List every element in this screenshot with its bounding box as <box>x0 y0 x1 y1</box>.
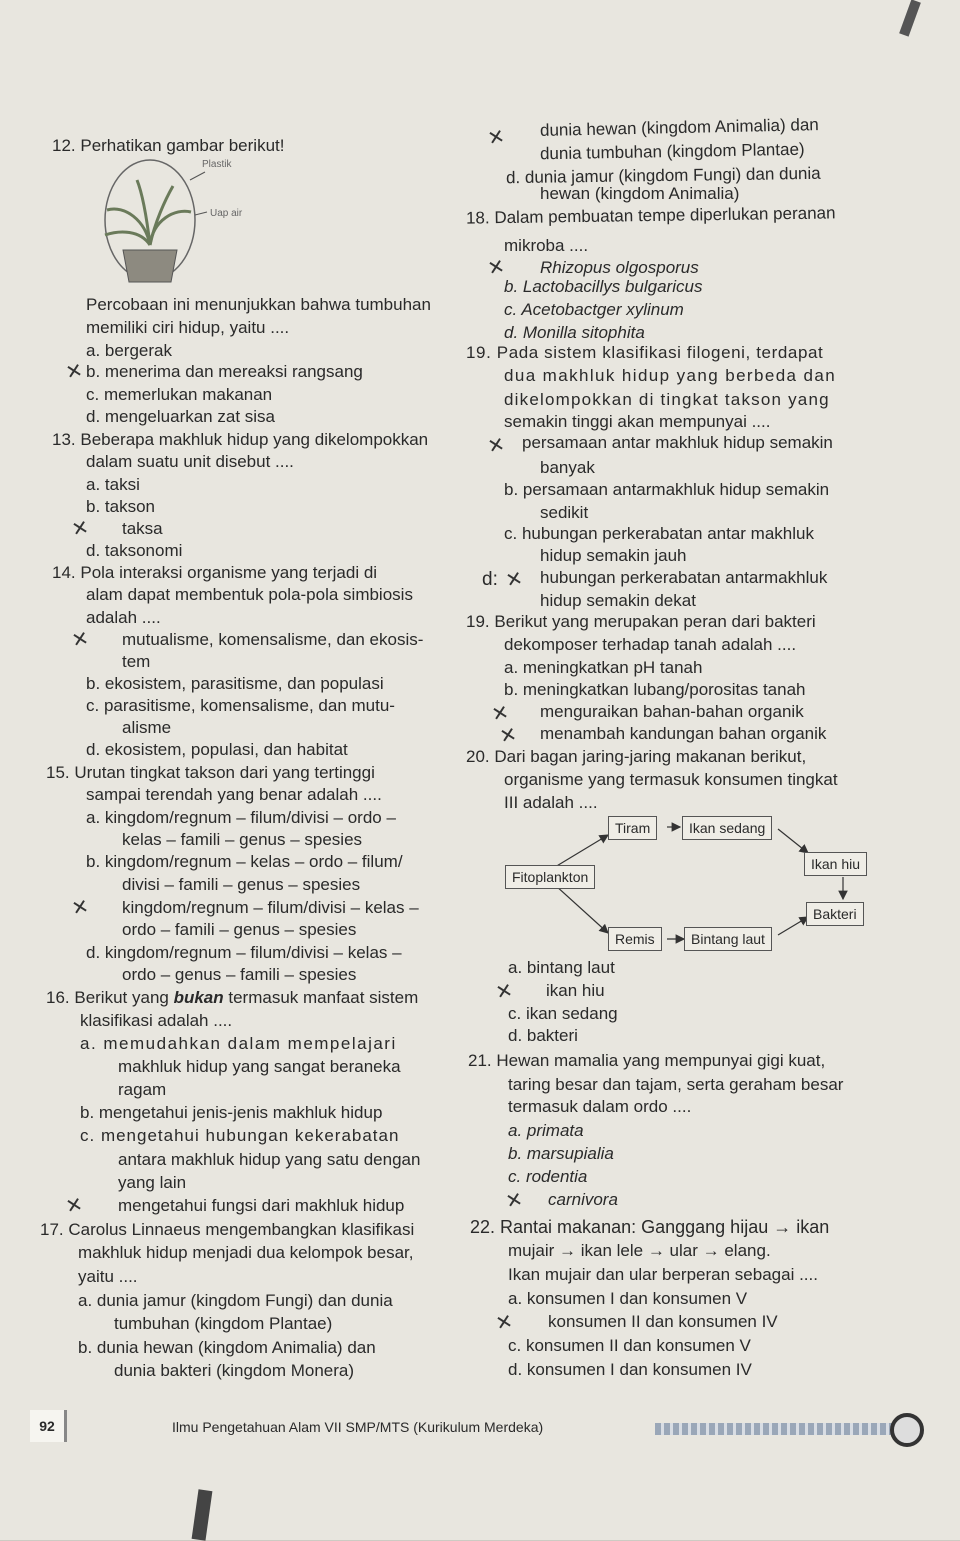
q12-caption: Percobaan ini menunjukkan bahwa tumbuhan <box>86 295 431 314</box>
q16-stem-part: 16. Berikut yang <box>46 988 174 1007</box>
cross-mark-icon: ✕ <box>63 1193 85 1219</box>
q16-stem: klasifikasi adalah .... <box>80 1011 233 1030</box>
food-web-node-ikan-sedang: Ikan sedang <box>682 816 772 840</box>
arrow-ikan-sedang-ikan-hiu <box>778 829 808 853</box>
q15-option-c: kingdom/regnum – filum/divisi – kelas – <box>122 898 419 917</box>
footer-decoration-ring <box>890 1413 924 1447</box>
cross-mark-icon: ✕ <box>493 1310 515 1336</box>
q21-stem: taring besar dan tajam, serta geraham besar <box>508 1075 844 1094</box>
q14-stem: adalah .... <box>86 608 161 627</box>
q22-stem: Ikan mujair dan ular berperan sebagai .... <box>508 1265 818 1284</box>
q15-stem: sampai terendah yang benar adalah .... <box>86 785 382 804</box>
q19b-stem: 19. Berikut yang merupakan peran dari bakteri <box>466 612 816 631</box>
q19-stem: dua makhluk hidup yang berbeda dan <box>504 366 837 385</box>
q22-option-a: a. konsumen I dan konsumen V <box>508 1289 748 1308</box>
q18-stem: 18. Dalam pembuatan tempe diperlukan peranan <box>465 203 836 228</box>
q19-option-c: c. hubungan perkerabatan antar makhluk <box>504 524 814 543</box>
q16-option-c: antara makhluk hidup yang satu dengan <box>118 1150 421 1169</box>
cross-mark-icon: ✕ <box>503 567 525 593</box>
q15-option-b: divisi – famili – genus – spesies <box>122 875 361 894</box>
q13-option-d: d. taksonomi <box>86 541 183 560</box>
q19b-option-c: menguraikan bahan-bahan organik <box>540 702 804 721</box>
q13-option-a: a. taksi <box>86 475 140 494</box>
q17-option-a: a. dunia jamur (kingdom Fungi) dan dunia <box>78 1291 393 1310</box>
q19-stem: 19. Pada sistem klasifikasi filogeni, terdapat <box>466 343 824 362</box>
q19-option-a: persamaan antar makhluk hidup semakin <box>522 433 833 452</box>
q14-option-b: b. ekosistem, parasitisme, dan populasi <box>86 674 384 693</box>
q12-caption: memiliki ciri hidup, yaitu .... <box>86 318 290 337</box>
q21-option-d: carnivora <box>548 1190 618 1209</box>
q14-option-a: tem <box>122 652 151 671</box>
pen-stroke-decoration <box>899 0 921 37</box>
q19-stem: semakin tinggi akan mempunyai .... <box>504 412 771 431</box>
q15-option-a: a. kingdom/regnum – filum/divisi – ordo – <box>86 808 396 827</box>
q16-option-a: makhluk hidup yang sangat beraneka <box>118 1057 401 1076</box>
arrow-bintang-laut-bakteri <box>778 917 808 935</box>
q17-option-c: dunia tumbuhan (kingdom Plantae) <box>539 139 805 164</box>
leaf <box>105 232 150 245</box>
q20-option-b: ikan hiu <box>546 981 605 1000</box>
food-web-node-ikan-hiu: Ikan hiu <box>804 852 867 876</box>
q18-option-b: b. Lactobacillys bulgaricus <box>504 277 703 296</box>
plastic-label: Plastik <box>202 159 232 170</box>
q12-option-a: a. bergerak <box>86 341 172 360</box>
q13-stem: dalam suatu unit disebut .... <box>86 452 294 471</box>
q20-stem: organisme yang termasuk konsumen tingkat <box>504 770 838 789</box>
footer-book-title: Ilmu Pengetahuan Alam VII SMP/MTS (Kurikulum Merdeka) <box>172 1419 544 1435</box>
q20-option-d: d. bakteri <box>508 1026 578 1045</box>
q16-stem <box>46 988 418 1008</box>
q19-option-b: b. persamaan antarmakhluk hidup semakin <box>504 480 830 499</box>
q18-option-c: c. Acetobactger xylinum <box>504 300 684 319</box>
q21-option-a: a. primata <box>508 1121 584 1140</box>
q15-stem: 15. Urutan tingkat takson dari yang tertinggi <box>46 763 375 782</box>
q16-stem-part: termasuk manfaat sistem <box>223 988 419 1007</box>
q17-stem: 17. Carolus Linnaeus mengembangkan klasifikasi <box>40 1220 415 1239</box>
q16-option-a: ragam <box>118 1080 167 1099</box>
q12-option-d: d. mengeluarkan zat sisa <box>86 407 275 426</box>
q13-option-b: b. takson <box>86 497 155 516</box>
q16-stem-emphasis: bukan <box>173 988 224 1007</box>
q17-stem: yaitu .... <box>78 1267 138 1286</box>
q19-option-b: sedikit <box>540 503 589 522</box>
q17-option-c: dunia hewan (kingdom Animalia) dan <box>539 115 819 140</box>
q17-option-d: d. dunia jamur (kingdom Fungi) dan dunia <box>505 163 821 188</box>
q16-option-c: yang lain <box>118 1173 187 1192</box>
q20-stem: 20. Dari bagan jaring-jaring makanan berikut, <box>466 747 807 766</box>
q12-option-b: b. menerima dan mereaksi rangsang <box>86 362 363 381</box>
q16-option-b: b. mengetahui jenis-jenis makhluk hidup <box>80 1103 383 1122</box>
q22-stem: mujair → ikan lele → ular → elang. <box>508 1241 771 1260</box>
q14-stem: 14. Pola interaksi organisme yang terjadi di <box>52 563 378 582</box>
food-web-node-bakteri: Bakteri <box>806 902 864 926</box>
q19b-stem: dekomposer terhadap tanah adalah .... <box>504 635 797 654</box>
page-number: 92 <box>30 1410 67 1442</box>
q17-option-b: dunia bakteri (kingdom Monera) <box>114 1361 355 1380</box>
q14-option-c: c. parasitisme, komensalisme, dan mutu- <box>86 696 395 715</box>
q15-option-c: ordo – famili – genus – spesies <box>122 920 357 939</box>
q17-option-a: tumbuhan (kingdom Plantae) <box>114 1314 333 1333</box>
food-web-node-fitoplankton: Fitoplankton <box>505 865 595 889</box>
q19b-option-d: menambah kandungan bahan organik <box>540 724 827 743</box>
cross-mark-icon: ✕ <box>485 433 507 459</box>
q20-option-a: a. bintang laut <box>508 958 615 977</box>
vapor-label: Uap air <box>210 208 243 219</box>
q15-option-a: kelas – famili – genus – spesies <box>122 830 363 849</box>
d-prefix-mark: d: <box>482 569 498 590</box>
q19-stem: dikelompokkan di tingkat takson yang <box>504 390 830 409</box>
q14-option-a: mutualisme, komensalisme, dan ekosis- <box>122 630 424 649</box>
q16-option-c: c. mengetahui hubungan kekerabatan <box>80 1126 400 1145</box>
q15-option-b: b. kingdom/regnum – kelas – ordo – filum/ <box>86 852 403 871</box>
food-web-node-remis: Remis <box>608 927 662 951</box>
q21-option-b: b. marsupialia <box>508 1144 614 1163</box>
q18-option-d: d. Monilla sitophita <box>504 323 645 342</box>
cross-mark-icon: ✕ <box>69 627 91 653</box>
q20-option-c: c. ikan sedang <box>508 1004 618 1023</box>
q21-option-c: c. rodentia <box>508 1167 588 1186</box>
q19-option-c: hidup semakin jauh <box>540 546 687 565</box>
cross-mark-icon: ✕ <box>493 979 515 1005</box>
q18-stem: mikroba .... <box>504 236 589 255</box>
q17-stem: makhluk hidup menjadi dua kelompok besar, <box>78 1243 414 1262</box>
q17-option-b: b. dunia hewan (kingdom Animalia) dan <box>78 1338 376 1357</box>
cross-mark-icon: ✕ <box>497 723 519 749</box>
q21-stem: termasuk dalam ordo .... <box>508 1097 692 1116</box>
q14-stem: alam dapat membentuk pola-pola simbiosis <box>86 585 413 604</box>
q15-option-d: ordo – genus – famili – spesies <box>122 965 357 984</box>
q19b-option-b: b. meningkatkan lubang/porositas tanah <box>504 680 806 699</box>
q18-option-a: Rhizopus olgosporus <box>540 258 699 277</box>
food-web-node-bintang-laut: Bintang laut <box>684 927 772 951</box>
q13-option-c: taksa <box>122 519 163 538</box>
leaf <box>150 211 191 245</box>
cross-mark-icon: ✕ <box>69 895 91 921</box>
pot <box>123 250 177 282</box>
q17-option-d: hewan (kingdom Animalia) <box>540 184 740 203</box>
cross-mark-icon: ✕ <box>63 359 85 385</box>
q19b-option-a: a. meningkatkan pH tanah <box>504 658 703 677</box>
arrow-fitoplankton-tiram <box>555 835 608 867</box>
cross-mark-icon: ✕ <box>503 1188 525 1214</box>
q16-option-d: mengetahui fungsi dari makhluk hidup <box>118 1196 405 1215</box>
q19-option-d: hidup semakin dekat <box>540 591 696 610</box>
q12-stem: 12. Perhatikan gambar berikut! <box>52 136 285 155</box>
q19-option-a: banyak <box>540 458 595 477</box>
footer-decoration-bar <box>655 1423 895 1435</box>
q19-option-d: hubungan perkerabatan antarmakhluk <box>540 568 828 587</box>
cross-mark-icon: ✕ <box>489 701 511 727</box>
q15-option-d: d. kingdom/regnum – filum/divisi – kelas – <box>86 943 402 962</box>
q20-stem: III adalah .... <box>504 793 598 812</box>
cross-mark-icon: ✕ <box>69 516 91 542</box>
pen-stroke-decoration <box>192 1489 213 1540</box>
q12-option-c: c. memerlukan makanan <box>86 385 273 404</box>
q21-stem: 21. Hewan mamalia yang mempunyai gigi kuat, <box>468 1051 826 1070</box>
q13-stem: 13. Beberapa makhluk hidup yang dikelompokkan <box>52 430 429 449</box>
q22-stem: 22. Rantai makanan: Ganggang hijau → ikan <box>470 1217 830 1237</box>
cross-mark-icon: ✕ <box>485 255 507 281</box>
arrow-fitoplankton-remis <box>555 885 608 933</box>
food-web-node-tiram: Tiram <box>608 816 657 840</box>
q14-option-c: alisme <box>122 718 172 737</box>
q22-option-d: d. konsumen I dan konsumen IV <box>508 1360 752 1379</box>
q22-option-c: c. konsumen II dan konsumen V <box>508 1336 751 1355</box>
q16-option-a: a. memudahkan dalam mempelajari <box>80 1034 397 1053</box>
cross-mark-icon: ✕ <box>485 125 507 151</box>
q14-option-d: d. ekosistem, populasi, dan habitat <box>86 740 348 759</box>
q22-option-b: konsumen II dan konsumen IV <box>548 1312 778 1331</box>
